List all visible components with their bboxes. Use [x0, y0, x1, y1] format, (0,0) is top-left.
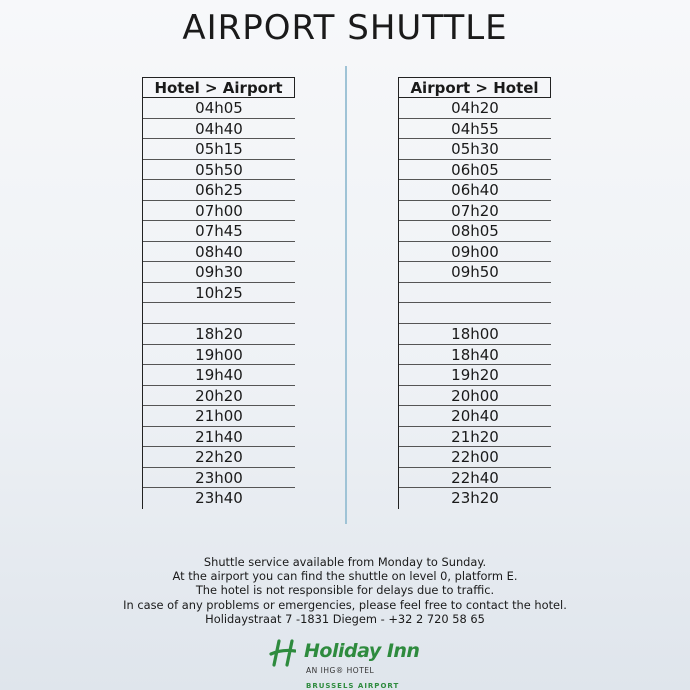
holiday-inn-logo: [268, 638, 428, 690]
time-cell: 04h05: [143, 98, 295, 119]
time-cell: 07h20: [399, 201, 551, 222]
table-header: Airport > Hotel: [399, 77, 551, 98]
time-cell: 06h25: [143, 180, 295, 201]
table-header: Hotel > Airport: [143, 77, 295, 98]
time-cell: 06h05: [399, 160, 551, 181]
logo-location: BRUSSELS AIRPORT: [306, 682, 400, 690]
logo-subtitle: AN IHG® HOTEL: [306, 666, 375, 675]
time-cell: 22h20: [143, 447, 295, 468]
empty-cell: [143, 303, 295, 324]
empty-cell: [399, 283, 551, 304]
time-cell: 04h40: [143, 119, 295, 140]
logo-name: Holiday Inn: [304, 640, 420, 662]
footer-line-location: At the airport you can find the shuttle on level 0, platform E.: [172, 569, 518, 584]
time-cell: 22h00: [399, 447, 551, 468]
time-cell: 07h45: [143, 221, 295, 242]
time-cell: 20h40: [399, 406, 551, 427]
time-cell: 18h00: [399, 324, 551, 345]
time-cell: 21h00: [143, 406, 295, 427]
time-cell: 21h40: [143, 427, 295, 448]
empty-cell: [399, 303, 551, 324]
time-cell: 19h20: [399, 365, 551, 386]
time-cell: 05h30: [399, 139, 551, 160]
time-cell: 09h00: [399, 242, 551, 263]
time-cell: 21h20: [399, 427, 551, 448]
hotel-to-airport-table: [142, 77, 295, 509]
time-cell: 19h40: [143, 365, 295, 386]
time-cell: 20h20: [143, 386, 295, 407]
page-title: AIRPORT SHUTTLE: [182, 8, 508, 48]
time-cell: 09h30: [143, 262, 295, 283]
time-cell: 23h20: [451, 489, 499, 508]
time-cell: 19h00: [143, 345, 295, 366]
time-cell: 23h00: [143, 468, 295, 489]
time-cell: 22h40: [399, 468, 551, 489]
table-body: [399, 98, 551, 509]
time-cell: 18h20: [143, 324, 295, 345]
footer-line-contact: In case of any problems or emergencies, please feel free to contact the hotel.: [123, 597, 567, 612]
time-cell: 10h25: [143, 283, 295, 304]
time-cell: 09h50: [399, 262, 551, 283]
time-cell: 05h15: [143, 139, 295, 160]
time-cell: 06h40: [399, 180, 551, 201]
time-cell: 05h50: [143, 160, 295, 181]
footer-info: [0, 555, 690, 626]
time-cell: 23h40: [195, 489, 243, 508]
holiday-inn-h-icon: [268, 638, 296, 668]
table-body: [143, 98, 295, 509]
footer-line-address: Holidaystraat 7 -1831 Diegem - +32 2 720 58 65: [205, 611, 485, 626]
time-cell: 04h55: [399, 119, 551, 140]
footer-line-disclaimer: The hotel is not responsible for delays due to traffic.: [195, 583, 495, 598]
footer-line-schedule: Shuttle service available from Monday to Sunday.: [203, 555, 487, 569]
time-cell: 08h05: [399, 221, 551, 242]
time-cell: 18h40: [399, 345, 551, 366]
time-cell: 04h20: [399, 98, 551, 119]
airport-to-hotel-table: [398, 77, 551, 509]
time-cell: 08h40: [143, 242, 295, 263]
center-divider: [345, 66, 347, 524]
time-cell: 07h00: [143, 201, 295, 222]
time-cell: 20h00: [399, 386, 551, 407]
